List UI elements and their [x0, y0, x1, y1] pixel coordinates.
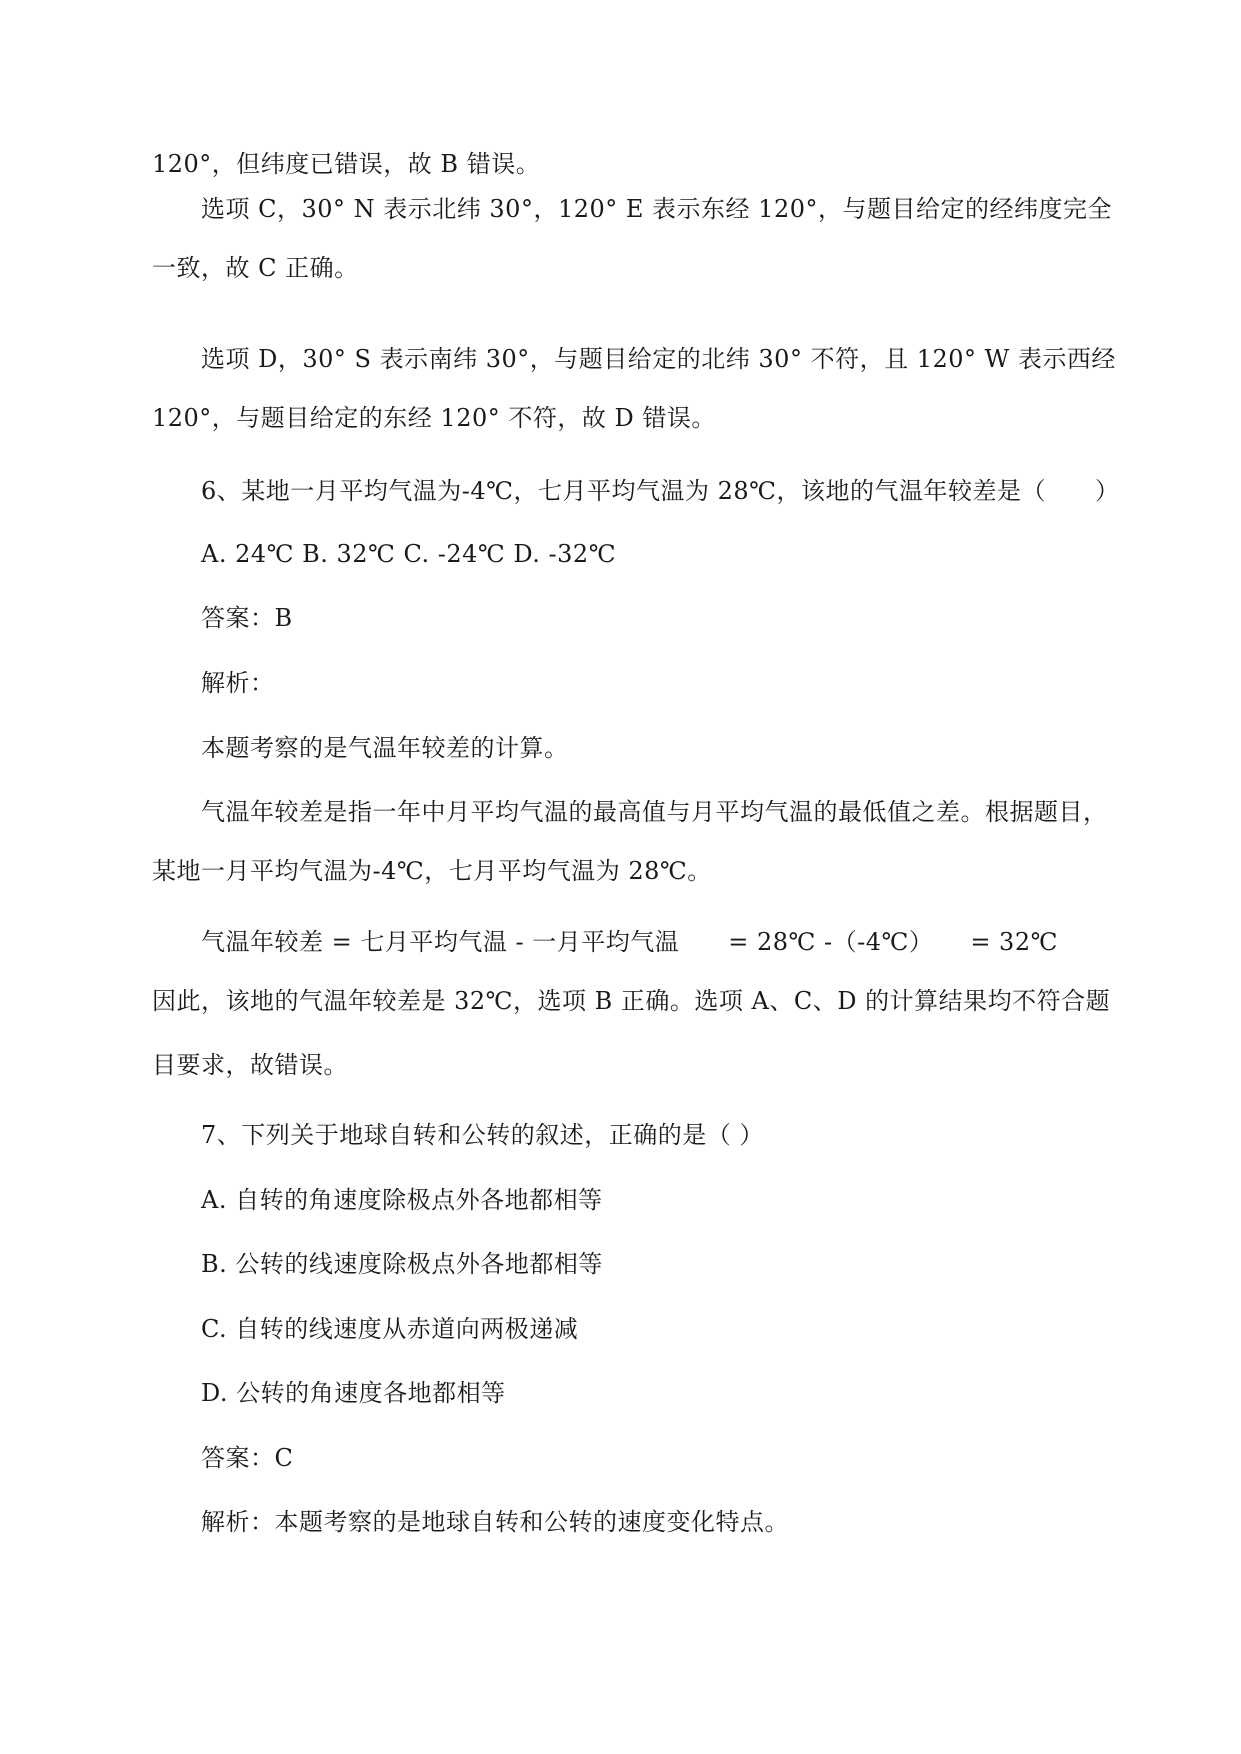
question-7-option-c: C. 自转的线速度从赤道向两极递减 [201, 1315, 579, 1343]
question-7-option-b: B. 公转的线速度除极点外各地都相等 [201, 1250, 603, 1278]
question-6-stem: 6、某地一月平均气温为-4℃，七月平均气温为 28℃，该地的气温年较差是（ ） [201, 477, 1120, 505]
question-7-stem: 7、下列关于地球自转和公转的叙述，正确的是（ ） [201, 1121, 764, 1149]
question-7-answer: 答案：C [201, 1444, 294, 1472]
paragraph-line: 某地一月平均气温为-4℃，七月平均气温为 28℃。 [152, 857, 712, 885]
paragraph-line: 120°，但纬度已错误，故 B 错误。 [152, 150, 541, 178]
paragraph-line: 选项 D，30° S 表示南纬 30°，与题目给定的北纬 30° 不符，且 120° W 表示西经 [201, 345, 1116, 373]
question-7-option-a: A. 自转的角速度除极点外各地都相等 [201, 1186, 603, 1214]
paragraph-line: 本题考察的是气温年较差的计算。 [201, 734, 569, 762]
paragraph-line: 因此，该地的气温年较差是 32℃，选项 B 正确。选项 A、C、D 的计算结果均不符合题 [152, 987, 1111, 1015]
paragraph-line: 气温年较差是指一年中月平均气温的最高值与月平均气温的最低值之差。根据题目， [201, 798, 1108, 826]
question-7-analysis: 解析：本题考察的是地球自转和公转的速度变化特点。 [201, 1508, 789, 1536]
question-6-options: A. 24℃ B. 32℃ C. -24℃ D. -32℃ [201, 540, 617, 568]
question-6-analysis-label: 解析： [201, 669, 275, 697]
paragraph-line: 选项 C，30° N 表示北纬 30°，120° E 表示东经 120°，与题目给定的经纬度完全 [201, 195, 1112, 223]
paragraph-line: 一致，故 C 正确。 [152, 254, 359, 282]
question-7-option-d: D. 公转的角速度各地都相等 [201, 1379, 506, 1407]
paragraph-line: 目要求，故错误。 [152, 1051, 348, 1079]
paragraph-line: 120°，与题目给定的东经 120° 不符，故 D 错误。 [152, 404, 716, 432]
formula-line: 气温年较差 = 七月平均气温 - 一月平均气温 = 28℃ -（-4℃） = 32℃ [201, 928, 1058, 956]
question-6-answer: 答案：B [201, 604, 293, 632]
